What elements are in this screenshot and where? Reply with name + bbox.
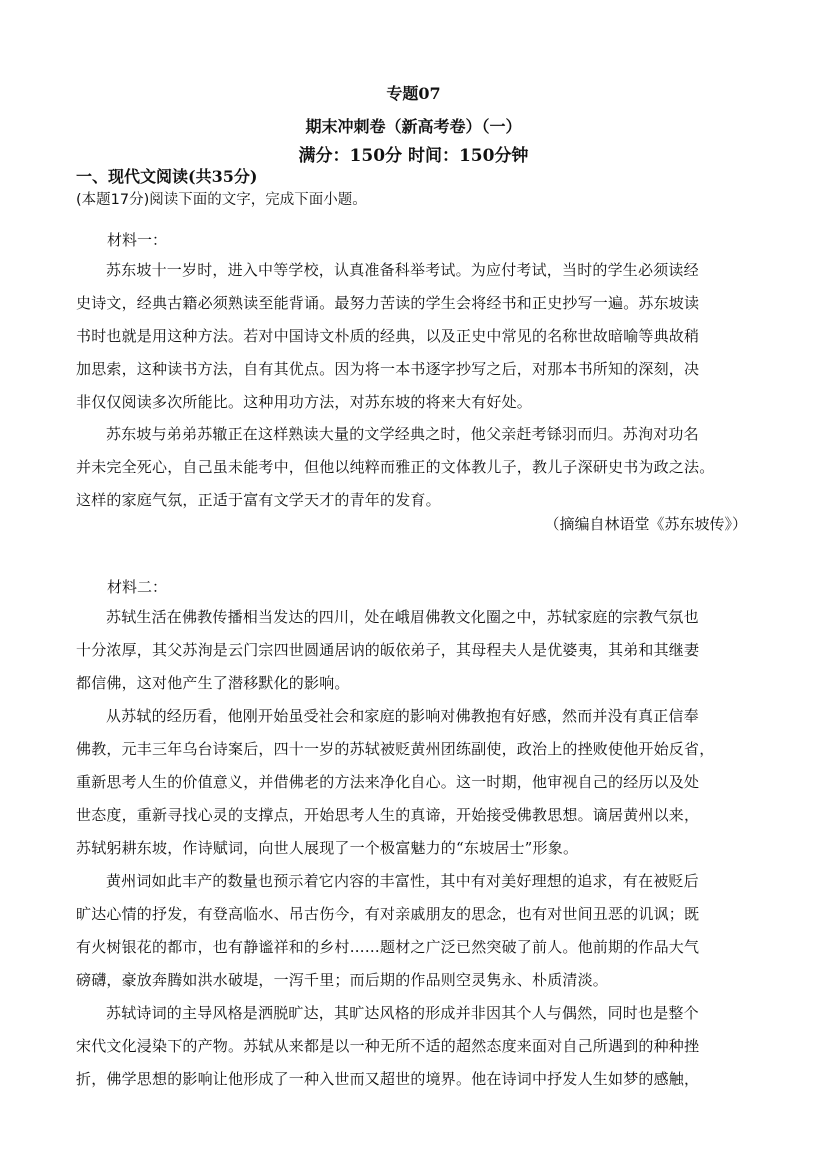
text-line: 并未完全死心，自己虽未能考中，但他以纯粹而雅正的文体教儿子，教儿子深研史书为政之法。 bbox=[76, 458, 715, 476]
material2-paragraph-1 bbox=[76, 601, 753, 700]
text-line: 史诗文，经典古籍必须熟读至能背诵。最努力苦读的学生会将经书和正史抄写一遍。苏东坡读 bbox=[76, 294, 700, 312]
text-line: 加思索，这种读书方法，自有其优点。因为将一本书逐字抄写之后，对那本书所知的深刻，决 bbox=[76, 360, 700, 378]
text-line: 宋代文化浸染下的产物。苏轼从来都是以一种无所不适的超然态度来面对自己所遇到的种种挫 bbox=[76, 1037, 700, 1055]
section-intro: (本题17分)阅读下面的文字，完成下面小题。 bbox=[76, 192, 367, 208]
text-line: 重新思考人生的价值意义，并借佛老的方法来净化自心。这一时期，他审视自己的经历以及处 bbox=[76, 773, 700, 791]
exam-title: 期末冲刺卷（新高考卷）（一） bbox=[305, 117, 522, 136]
material2-paragraph-2 bbox=[76, 700, 753, 865]
topic-number: 专题07 bbox=[386, 84, 441, 103]
text-line: 苏轼躬耕东坡，作诗赋词，向世人展现了一个极富魅力的“东坡居士”形象。 bbox=[76, 839, 579, 857]
section-heading: 一、现代文阅读(共35分) bbox=[76, 167, 258, 186]
material2-paragraph-3 bbox=[76, 865, 753, 997]
text-line: 苏东坡十一岁时，进入中等学校，认真准备科举考试。为应付考试，当时的学生必须读经 bbox=[106, 261, 699, 279]
text-line: 从苏轼的经历看，他刚开始虽受社会和家庭的影响对佛教抱有好感，然而并没有真正信奉 bbox=[106, 707, 699, 725]
material1-paragraph-1 bbox=[76, 254, 753, 419]
text-line: 旷达心情的抒发，有登高临水、吊古伤今，有对亲戚朋友的思念，也有对世间丑恶的讥讽；既 bbox=[76, 905, 700, 923]
text-line: 黄州词如此丰产的数量也预示着它内容的丰富性，其中有对美好理想的追求，有在被贬后 bbox=[106, 872, 699, 890]
text-line: 苏轼诗词的主导风格是洒脱旷达，其旷达风格的形成并非因其个人与偶然，同时也是整个 bbox=[106, 1004, 699, 1022]
text-line: 非仅仅阅读多次所能比。这种用功方法，对苏东坡的将来大有好处。 bbox=[76, 393, 533, 411]
material1-label: 材料一： bbox=[107, 231, 168, 249]
text-line: 有火树银花的都市，也有静谧祥和的乡村……题材之广泛已然突破了前人。他前期的作品大气 bbox=[76, 938, 700, 956]
text-line: 书时也就是用这种方法。若对中国诗文朴质的经典，以及正史中常见的名称世故暗喻等典故稍 bbox=[76, 327, 700, 345]
exam-meta: 满分：150分 时间：150分钟 bbox=[298, 146, 529, 166]
text-line: 苏东坡与弟弟苏辙正在这样熟读大量的文学经典之时，他父亲赶考铩羽而归。苏洵对功名 bbox=[106, 425, 699, 443]
material1-source: （摘编自林语堂《苏东坡传》） bbox=[544, 515, 747, 533]
text-line: 都信佛，这对他产生了潜移默化的影响。 bbox=[76, 674, 350, 692]
text-line: 佛教，元丰三年乌台诗案后，四十一岁的苏轼被贬黄州团练副使，政治上的挫败使他开始反省， bbox=[76, 740, 715, 758]
text-line: 十分浓厚，其父苏洵是云门宗四世圆通居讷的皈依弟子，其母程夫人是优婆夷，其弟和其继妻 bbox=[76, 641, 700, 659]
material2-label: 材料二： bbox=[107, 578, 168, 596]
text-line: 世态度，重新寻找心灵的支撑点，开始思考人生的真谛，开始接受佛教思想。谪居黄州以来， bbox=[76, 806, 700, 824]
text-line: 苏轼生活在佛教传播相当发达的四川，处在峨眉佛教文化圈之中，苏轼家庭的宗教气氛也 bbox=[106, 608, 699, 626]
text-line: 折，佛学思想的影响让他形成了一种入世而又超世的境界。他在诗词中抒发人生如梦的感触， bbox=[76, 1070, 700, 1088]
material1-paragraph-2 bbox=[76, 418, 753, 517]
material2-paragraph-4 bbox=[76, 997, 753, 1096]
text-line: 这样的家庭气氛，正适于富有文学天才的青年的发育。 bbox=[76, 491, 441, 509]
text-line: 磅礴，豪放奔腾如洪水破堤，一泻千里；而后期的作品则空灵隽永、朴质清淡。 bbox=[76, 971, 609, 989]
